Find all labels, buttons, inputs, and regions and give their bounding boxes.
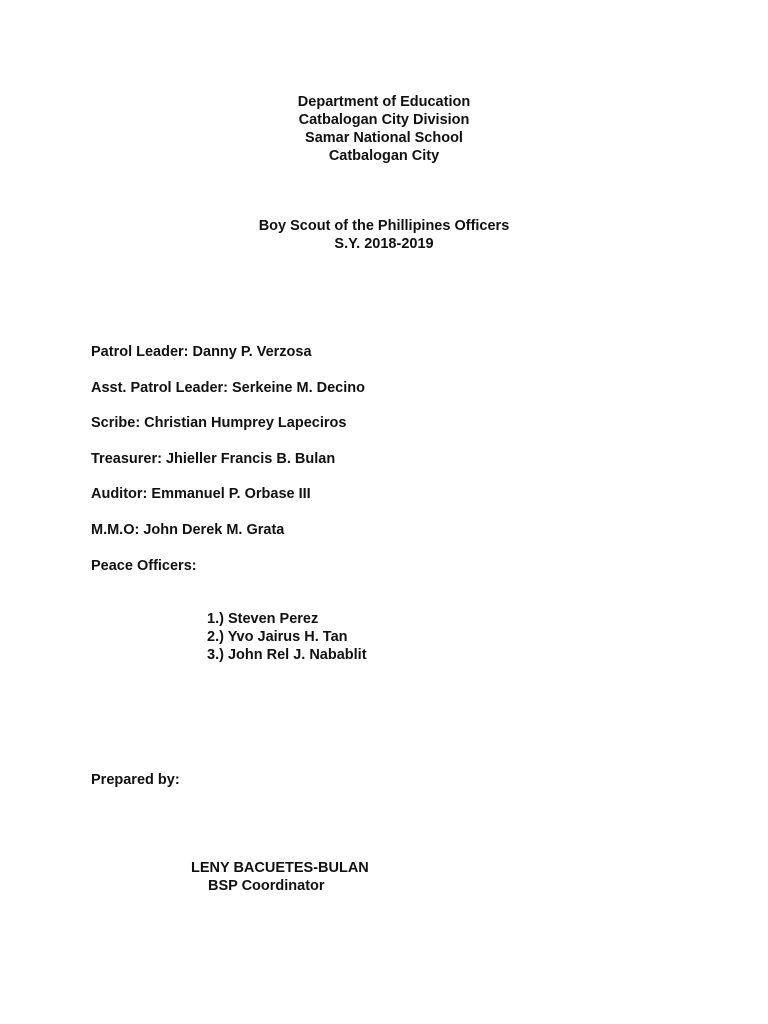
signatory-block — [191, 859, 369, 895]
officer-asst-patrol-leader: Asst. Patrol Leader: Serkeine M. Decino — [91, 379, 365, 396]
header-line-city: Catbalogan City — [328, 148, 440, 164]
header-line-division: Catbalogan City Division — [298, 112, 470, 128]
officer-treasurer: Treasurer: Jhieller Francis B. Bulan — [91, 450, 336, 467]
peace-officer-item: 2.) Yvo Jairus H. Tan — [207, 629, 348, 645]
prepared-by-label: Prepared by: — [91, 772, 180, 788]
document-title — [0, 217, 768, 253]
school-year: S.Y. 2018-2019 — [334, 236, 434, 252]
peace-officers-heading: Peace Officers: — [91, 557, 197, 574]
peace-officer-list — [207, 610, 367, 664]
title-line: Boy Scout of the Phillipines Officers — [258, 218, 510, 234]
officer-mmo: M.M.O: John Derek M. Grata — [91, 521, 285, 538]
institution-header — [0, 93, 768, 165]
peace-officer-item: 3.) John Rel J. Nabablit — [207, 647, 367, 663]
signatory-name: LENY BACUETES-BULAN — [191, 860, 369, 876]
officer-list — [91, 343, 365, 592]
header-line-school: Samar National School — [305, 130, 463, 146]
header-line-department: Department of Education — [297, 94, 471, 110]
signatory-title: BSP Coordinator — [208, 878, 325, 894]
officer-auditor: Auditor: Emmanuel P. Orbase III — [91, 486, 311, 503]
peace-officer-item: 1.) Steven Perez — [207, 611, 319, 627]
officer-patrol-leader: Patrol Leader: Danny P. Verzosa — [91, 344, 312, 360]
officer-scribe: Scribe: Christian Humprey Lapeciros — [91, 415, 347, 432]
